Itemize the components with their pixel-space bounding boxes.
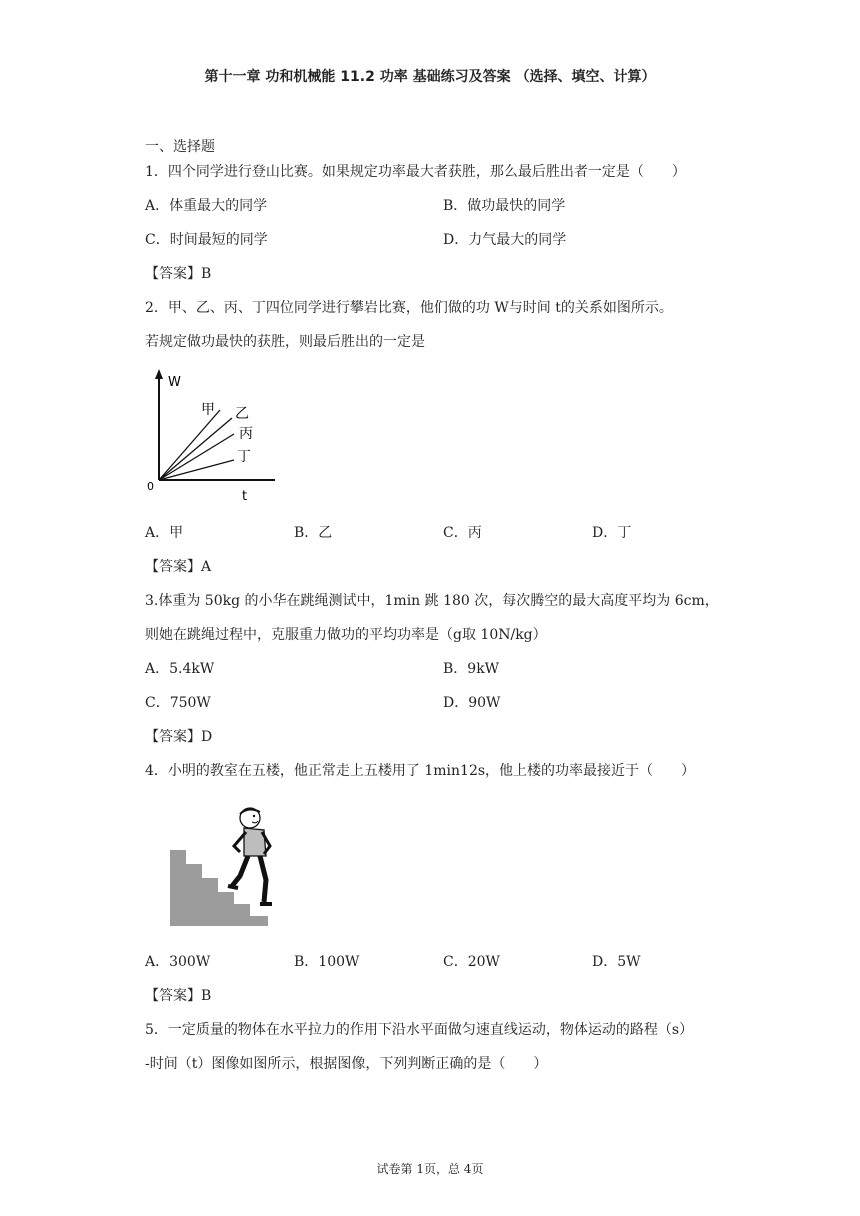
- q1-option-d: D．力气最大的同学: [443, 232, 567, 248]
- stair-climber-illustration: [168, 806, 308, 928]
- q4-stem: 4．小明的教室在五楼，他正常走上五楼用了 1min12s，他上楼的功率最接近于（ ）: [145, 763, 696, 779]
- q3-option-c: C．750W: [145, 695, 211, 711]
- q4-option-d: D．5W: [592, 954, 641, 970]
- q4-option-b: B．100W: [294, 954, 360, 970]
- graph-origin: 0: [147, 480, 154, 493]
- graph-line-label-jia: 甲: [201, 402, 215, 418]
- page-footer: 试卷第 1页，总 4页: [376, 1162, 484, 1176]
- q1-option-b: B．做功最快的同学: [443, 198, 566, 214]
- q2-option-c: C．丙: [443, 525, 482, 541]
- q3-option-a: A．5.4kW: [145, 661, 215, 677]
- section-heading: 一、选择题: [145, 139, 215, 155]
- graph-line-label-bing: 丙: [239, 426, 253, 442]
- q3-option-d: D．90W: [443, 695, 501, 711]
- q1-answer: 【答案】B: [145, 266, 212, 282]
- q4-option-a: A．300W: [145, 954, 211, 970]
- q3-option-b: B．9kW: [443, 661, 500, 677]
- q4-option-c: C．20W: [443, 954, 500, 970]
- q2-stem-line1: 2．甲、乙、丙、丁四位同学进行攀岩比赛，他们做的功 W与时间 t的关系如图所示。: [145, 300, 673, 316]
- q1-option-c: C．时间最短的同学: [145, 232, 268, 248]
- q2-stem-line2: 若规定做功最快的获胜，则最后胜出的一定是: [145, 334, 425, 350]
- work-time-graph: [140, 366, 280, 506]
- q4-answer: 【答案】B: [145, 988, 212, 1004]
- graph-x-label: t: [242, 489, 248, 504]
- graph-line-label-ding: 丁: [237, 449, 251, 465]
- q2-option-d: D．丁: [592, 525, 632, 541]
- q2-answer: 【答案】A: [145, 559, 212, 575]
- graph-y-label: W: [168, 375, 181, 390]
- graph-line-label-yi: 乙: [235, 406, 249, 422]
- q3-stem-line1: 3.体重为 50kg 的小华在跳绳测试中，1min 跳 180 次，每次腾空的最大高度平均为 6cm，: [145, 593, 719, 609]
- q5-stem-line2: -时间（t）图像如图所示，根据图像，下列判断正确的是（ ）: [145, 1056, 548, 1072]
- q3-stem-line2: 则她在跳绳过程中，克服重力做功的平均功率是（g取 10N/kg）: [145, 627, 547, 643]
- q2-option-a: A．甲: [145, 525, 184, 541]
- q5-stem-line1: 5．一定质量的物体在水平拉力的作用下沿水平面做匀速直线运动，物体运动的路程（s）: [145, 1022, 694, 1038]
- q1-option-a: A．体重最大的同学: [145, 198, 268, 214]
- q3-answer: 【答案】D: [145, 729, 213, 745]
- q1-stem: 1．四个同学进行登山比赛。如果规定功率最大者获胜，那么最后胜出者一定是（ ）: [145, 164, 686, 180]
- page-title: 第十一章 功和机械能 11.2 功率 基础练习及答案 （选择、填空、计算）: [204, 69, 656, 85]
- q2-option-b: B．乙: [294, 525, 333, 541]
